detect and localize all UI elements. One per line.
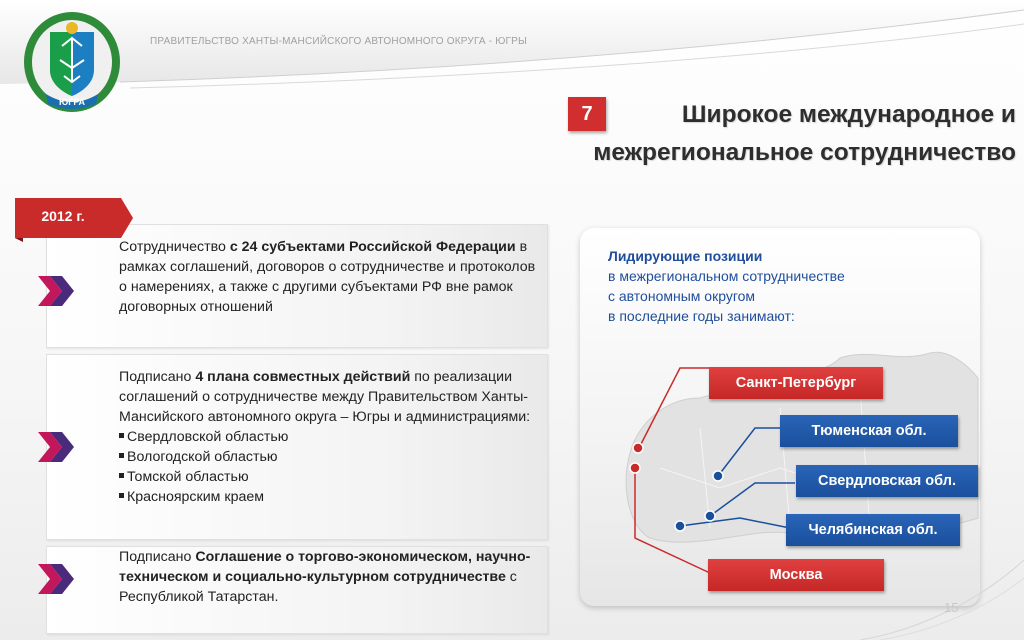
chevron-right-icon [36,562,76,596]
header-band [0,0,1024,95]
card-3-text: Подписано Соглашение о торгово-экономическом, научно-техническом и социально-культурном сотрудничестве с Республикой Татарстан. [119,549,531,605]
region-chelyabinsk: Челябинская обл. [786,514,960,546]
regions-list [119,427,537,507]
chevron-right-icon [36,274,76,308]
footer-swoosh [860,560,1024,640]
year-label: 2012 г. [41,208,85,224]
card-2-text: Подписано 4 плана совместных действий по реализации соглашений о сотрудничестве между Правительством Ханты-Мансийского автономного округа – Югры и администрациями: Свердловской областью Вологодской областью Томской областью Красноярским краем [119,367,537,507]
panel-line-4: в последние годы занимают: [608,308,795,324]
list-item: Свердловской областью [119,427,537,447]
slide-title [593,96,1016,172]
year-tag [13,196,135,242]
info-card-3 [46,546,548,634]
list-item: Красноярским краем [119,487,537,507]
panel-line-2: в межрегиональном сотрудничестве [608,268,845,284]
list-item: Томской областью [119,467,537,487]
organization-name: ПРАВИТЕЛЬСТВО ХАНТЫ-МАНСИЙСКОГО АВТОНОМНОГО ОКРУГА - ЮГРЫ [150,36,528,47]
info-card-1 [46,224,548,348]
city-saint-petersburg: Санкт-Петербург [709,367,883,399]
city-moscow: Москва [708,559,884,591]
emblem-icon [20,10,128,118]
region-sverdlovsk: Свердловская обл. [796,465,978,497]
panel-line-3: с автономным округом [608,288,756,304]
page-number: 15 [944,600,959,615]
list-item: Вологодской областью [119,447,537,467]
region-tyumen: Тюменская обл. [780,415,958,447]
info-card-2 [46,354,548,540]
panel-heading: Лидирующие позиции [608,248,763,264]
chevron-right-icon [36,430,76,464]
title-line-2: межрегиональное сотрудничество [593,139,1016,166]
title-line-1: Широкое международное и [681,101,1016,128]
slide-number-badge: 7 [568,97,606,131]
card-1-text: Сотрудничество с 24 субъектами Российской Федерации в рамках соглашений, договоров о сотрудничестве и протоколов о намерениях, а также с другими субъектами РФ вне рамок договорных отношений [119,239,536,315]
emblem-label: ЮГРА [58,97,86,107]
panel-text [608,246,845,326]
header-swoosh [0,0,1024,95]
